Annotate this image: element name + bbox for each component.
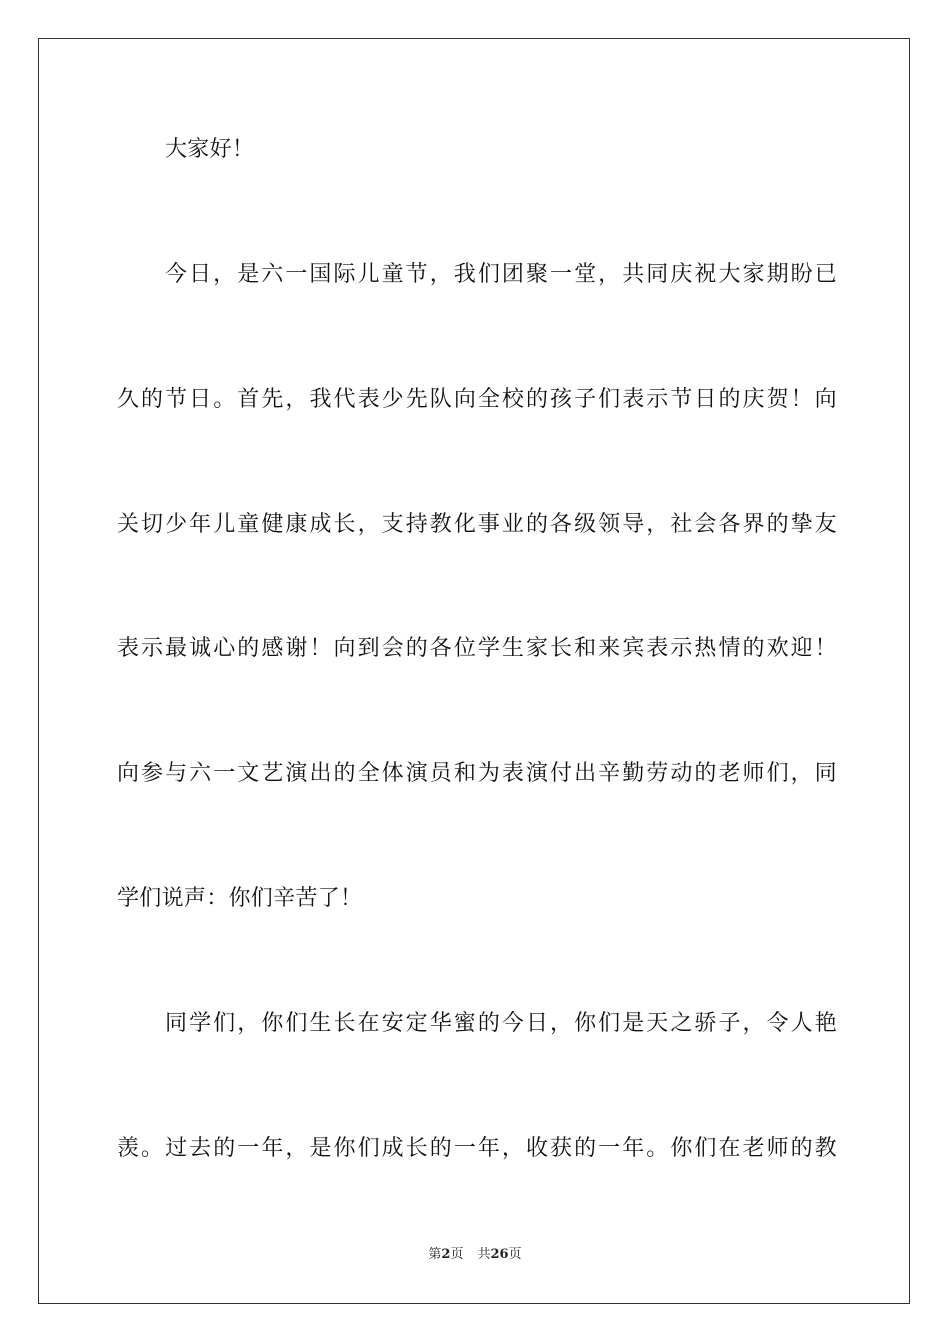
total-prefix: 共	[477, 1247, 491, 1262]
page-suffix: 页	[450, 1247, 464, 1262]
paragraph-line: 羡。过去的一年，是你们成长的一年，收获的一年。你们在老师的教	[117, 1136, 837, 1161]
greeting-line: 大家好！	[165, 137, 255, 162]
page-footer	[0, 1246, 950, 1264]
paragraph-line: 向参与六一文艺演出的全体演员和为表演付出辛勤劳动的老师们，同	[117, 761, 837, 786]
page-current: 2	[441, 1247, 451, 1262]
total-suffix: 页	[508, 1247, 522, 1262]
page-total: 26	[490, 1247, 509, 1262]
paragraph-line: 关切少年儿童健康成长，支持教化事业的各级领导，社会各界的挚友	[117, 512, 837, 537]
paragraph-line: 表示最诚心的感谢！向到会的各位学生家长和来宾表示热情的欢迎！	[117, 636, 837, 661]
paragraph-line: 久的节日。首先，我代表少先队向全校的孩子们表示节日的庆贺！向	[117, 387, 837, 412]
paragraph-line: 学们说声：你们辛苦了！	[117, 886, 363, 911]
paragraph-line: 同学们，你们生长在安定华蜜的今日，你们是天之骄子，令人艳	[165, 1011, 837, 1036]
page-prefix: 第	[428, 1247, 442, 1262]
paragraph-line: 今日，是六一国际儿童节，我们团聚一堂，共同庆祝大家期盼已	[165, 262, 837, 287]
page-frame	[38, 38, 910, 1304]
